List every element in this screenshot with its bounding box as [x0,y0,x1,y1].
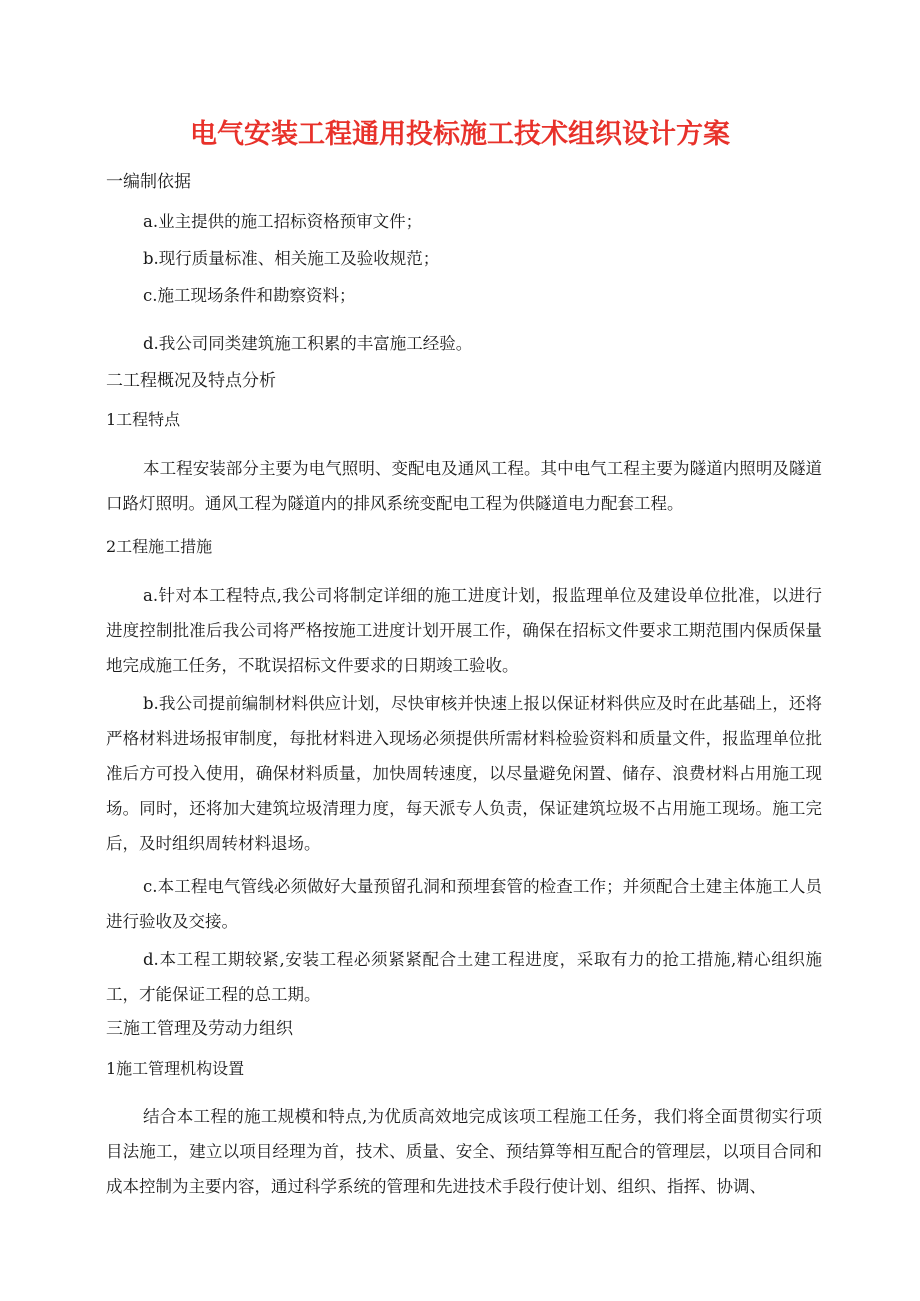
paragraph-organization: 结合本工程的施工规模和特点,为优质高效地完成该项工程施工任务，我们将全面贯彻实行项目法施工，建立以项目经理为首，技术、质量、安全、预结算等相互配合的管理层，以项目合同和成本控制为主要内容，通过科学系统的管理和先进技术手段行使计划、组织、指挥、协调、 [106,1107,822,1196]
paragraph-measure-d: d.本工程工期较紧,安装工程必须紧紧配合土建工程进度，采取有力的抢工措施,精心组织施工，才能保证工程的总工期。 [106,950,822,1004]
list-item: b.现行质量标准、相关施工及验收规范； [143,249,440,268]
list-item: d.我公司同类建筑施工积累的丰富施工经验。 [143,334,473,353]
section-heading-overview: 二工程概况及特点分析 [106,371,276,391]
list-item: a.业主提供的施工招标资格预审文件； [143,212,423,231]
list-item: c.施工现场条件和勘察资料； [143,286,356,305]
subsection-heading-measures: 2工程施工措施 [106,537,213,556]
subsection-heading-organization: 1施工管理机构设置 [106,1059,245,1078]
paragraph-measure-a: a.针对本工程特点,我公司将制定详细的施工进度计划，报监理单位及建设单位批准，以进行进度控制批准后我公司将严格按施工进度计划开展工作，确保在招标文件要求工期范围内保质保量地完成施工任务，不耽误招标文件要求的日期竣工验收。 [106,586,822,675]
paragraph-measure-b: b.我公司提前编制材料供应计划，尽快审核并快速上报以保证材料供应及时在此基础上，还将严格材料进场报审制度，每批材料进入现场必须提供所需材料检验资料和质量文件，报监理单位批准后方可投入使用，确保材料质量，加快周转速度，以尽量避免闲置、储存、浪费材料占用施工现场。同时，还将加大建筑垃圾清理力度，每天派专人负责，保证建筑垃圾不占用施工现场。施工完后，及时组织周转材料退场。 [106,694,822,853]
section-heading-basis: 一编制依据 [106,172,191,192]
document-title: 电气安装工程通用投标施工技术组织设计方案 [190,119,730,150]
subsection-heading-features: 1工程特点 [106,410,181,429]
paragraph-features: 本工程安装部分主要为电气照明、变配电及通风工程。其中电气工程主要为隧道内照明及隧道口路灯照明。通风工程为隧道内的排风系统变配电工程为供隧道电力配套工程。 [106,459,822,513]
section-heading-management: 三施工管理及劳动力组织 [106,1019,293,1039]
paragraph-measure-c: c.本工程电气管线必须做好大量预留孔洞和预埋套管的检查工作；并须配合土建主体施工人员进行验收及交接。 [106,877,822,931]
